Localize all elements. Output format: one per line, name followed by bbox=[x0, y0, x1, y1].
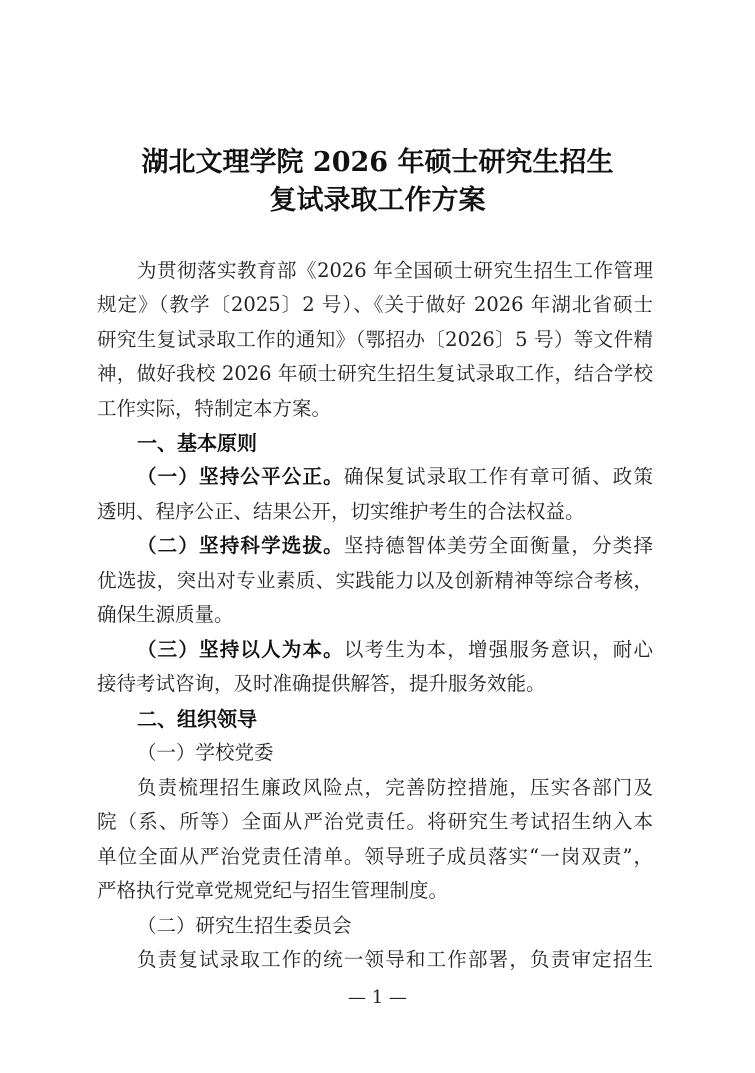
principle-2-line-1 bbox=[137, 533, 653, 559]
party-committee-line-1: 负责梳理招生廉政风险点，完善防控措施，压实各部门及 bbox=[137, 776, 653, 799]
document-title-line-1: 湖北文理学院 2026 年硕士研究生招生 bbox=[141, 147, 614, 178]
principle-1-text: 确保复试录取工作有章可循、政策 bbox=[343, 465, 653, 488]
principle-1-line-2: 透明、程序公正、结果公开，切实维护考生的合法权益。 bbox=[97, 500, 585, 523]
principle-3-lead: （三）坚持以人为本。 bbox=[137, 638, 344, 661]
principle-2-text: 坚持德智体美劳全面衡量，分类择 bbox=[343, 534, 653, 557]
principle-1-line-1 bbox=[137, 464, 653, 490]
section-heading-organization: 二、组织领导 bbox=[137, 707, 257, 731]
principle-2-line-3: 确保生源质量。 bbox=[97, 603, 234, 626]
principle-3-line-2: 接待考试咨询，及时准确提供解答，提升服务效能。 bbox=[97, 672, 546, 695]
intro-line-1: 为贯彻落实教育部《2026 年全国硕士研究生招生工作管理 bbox=[137, 259, 653, 282]
page-number: — 1 — bbox=[348, 987, 407, 1008]
principle-3-line-1 bbox=[137, 637, 653, 663]
section-heading-basic-principles: 一、基本原则 bbox=[137, 431, 257, 455]
principle-1-lead: （一）坚持公平公正。 bbox=[137, 465, 344, 488]
principle-2-lead: （二）坚持科学选拔。 bbox=[137, 534, 344, 557]
intro-line-5: 工作实际，特制定本方案。 bbox=[97, 397, 332, 420]
intro-line-2: 规定》（教学〔2025〕2 号）、《关于做好 2026 年湖北省硕士 bbox=[97, 293, 653, 316]
party-committee-line-2: 院（系、所等）全面从严治党责任。将研究生考试招生纳入本 bbox=[97, 810, 653, 833]
party-committee-line-4: 严格执行党章党规党纪与招生管理制度。 bbox=[97, 879, 449, 902]
admissions-committee-line-1: 负责复试录取工作的统一领导和工作部署，负责审定招生 bbox=[137, 948, 653, 971]
subheading-admissions-committee: （二）研究生招生委员会 bbox=[137, 914, 352, 937]
intro-line-3: 研究生复试录取工作的通知》（鄂招办〔2026〕5 号）等文件精 bbox=[97, 328, 653, 351]
principle-2-line-2: 优选拔，突出对专业素质、实践能力以及创新精神等综合考核， bbox=[97, 569, 653, 592]
intro-line-4: 神，做好我校 2026 年硕士研究生招生复试录取工作，结合学校 bbox=[97, 362, 653, 385]
party-committee-line-3: 单位全面从严治党责任清单。领导班子成员落实“一岗双责”， bbox=[97, 845, 653, 868]
principle-3-text: 以考生为本，增强服务意识，耐心 bbox=[343, 638, 653, 661]
subheading-party-committee: （一）学校党委 bbox=[137, 741, 274, 764]
document-title-line-2: 复试录取工作方案 bbox=[269, 185, 486, 216]
